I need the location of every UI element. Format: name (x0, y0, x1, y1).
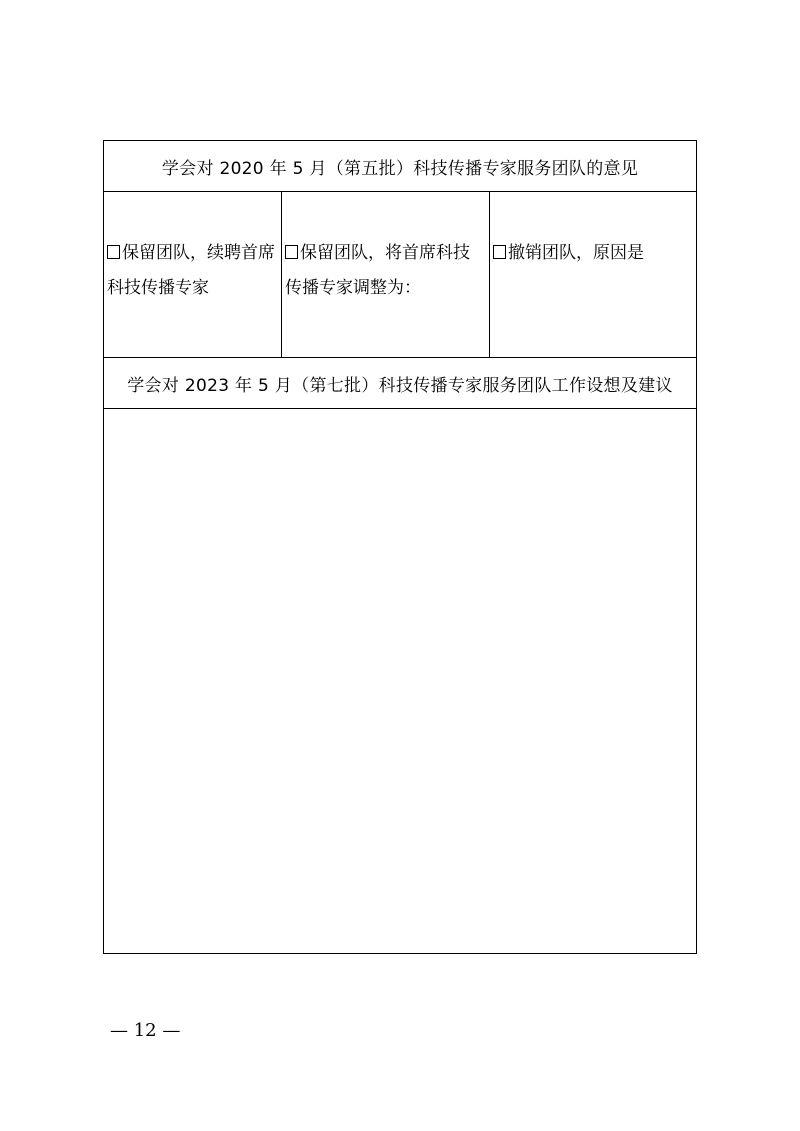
options-row (104, 192, 696, 358)
option-retain-adjust[interactable] (282, 192, 490, 357)
suggestions-area[interactable] (104, 409, 696, 953)
checkbox-icon[interactable] (493, 245, 506, 259)
checkbox-icon[interactable] (285, 245, 298, 259)
option-retain-renew[interactable] (104, 192, 282, 357)
checkbox-icon[interactable] (107, 245, 120, 259)
option-revoke-label: 撤销团队，原因是 (508, 243, 644, 263)
heading-2023: 学会对 2023 年 5 月（第七批）科技传播专家服务团队工作设想及建议 (127, 375, 673, 396)
heading-2020-row (104, 141, 696, 192)
heading-2023-row (104, 358, 696, 409)
option-retain-adjust-label: 保留团队，将首席科技传播专家调整为： (285, 243, 470, 298)
page-number: — 12 — (110, 1020, 181, 1041)
option-retain-renew-label: 保留团队，续聘首席科技传播专家 (107, 243, 275, 298)
heading-2020: 学会对 2020 年 5 月（第五批）科技传播专家服务团队的意见 (161, 158, 639, 179)
opinion-form-table (103, 140, 697, 954)
option-revoke[interactable] (490, 192, 696, 357)
